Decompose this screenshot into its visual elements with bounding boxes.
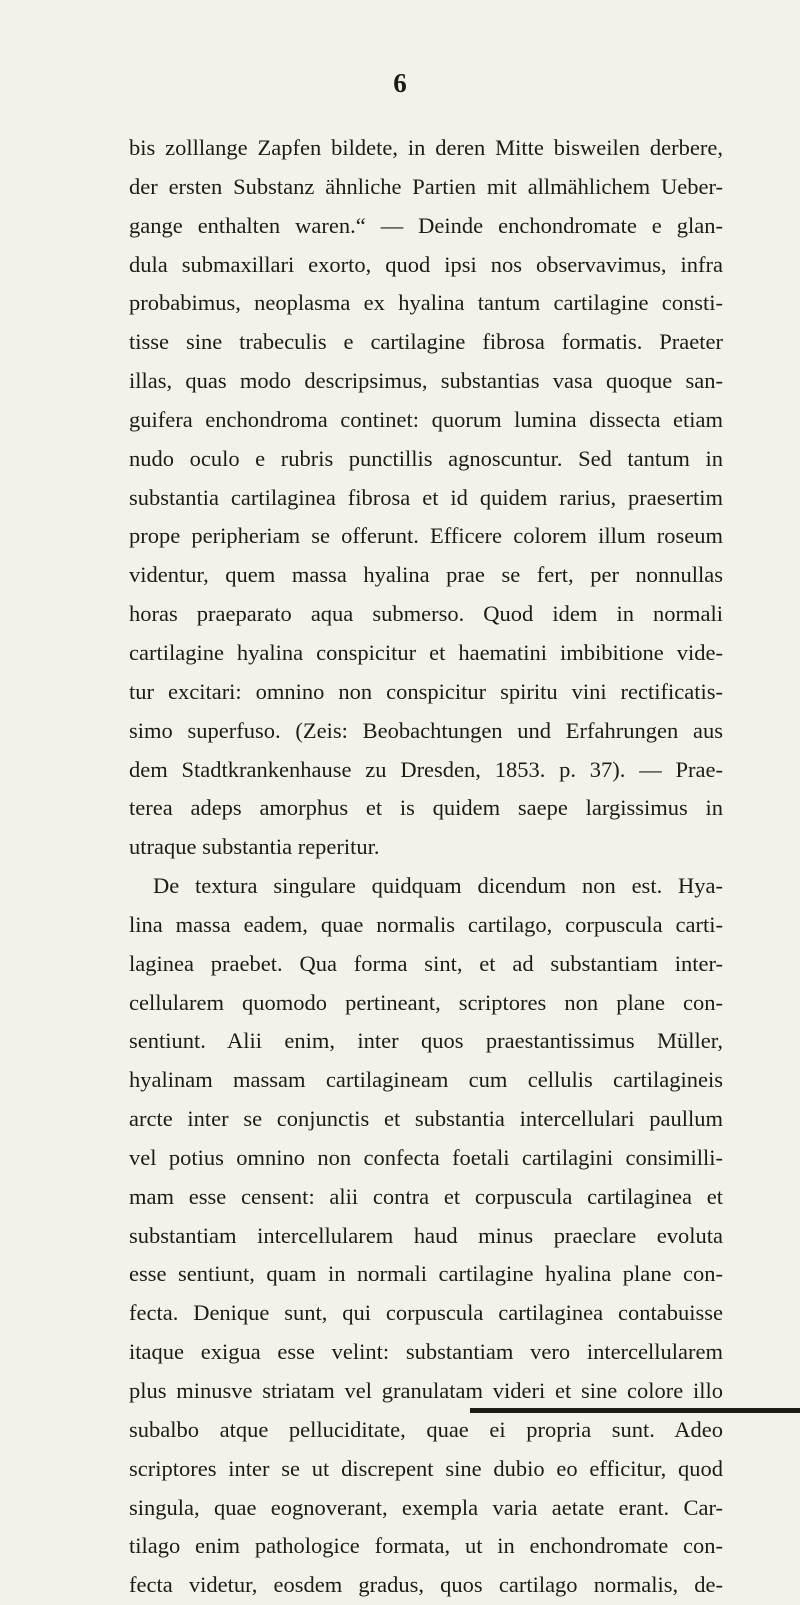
- text-line: illas, quas modo descripsimus, substantias vasa quoque san-: [129, 368, 723, 394]
- text-line: hyalinam massam cartilagineam cum cellulis cartilagineis: [129, 1067, 723, 1093]
- text-line: probabimus, neoplasma ex hyalina tantum cartilagine consti-: [129, 290, 723, 316]
- text-line: itaque exigua esse velint: substantiam vero intercellularem: [129, 1339, 723, 1365]
- text-line: vel potius omnino non confecta foetali cartilagini consimilli-: [129, 1144, 723, 1170]
- text-line: videntur, quem massa hyalina prae se fert, per nonnullas: [129, 562, 723, 588]
- paragraph-1: [129, 129, 723, 867]
- page-number: 6: [393, 68, 407, 98]
- text-line: substantia cartilaginea fibrosa et id quidem rarius, praesertim: [129, 484, 723, 510]
- text-line: laginea praebet. Qua forma sint, et ad substantiam inter-: [129, 950, 723, 976]
- text-line: substantiam intercellularem haud minus praeclare evoluta: [129, 1222, 723, 1248]
- text-line: terea adeps amorphus et is quidem saepe largissimus in: [129, 795, 723, 821]
- text-line: mam esse censent: alii contra et corpuscula cartilaginea et: [129, 1183, 723, 1209]
- text-line: tur excitari: omnino non conspicitur spiritu vini rectificatis-: [129, 678, 723, 704]
- text-line: scriptores inter se ut discrepent sine dubio eo efficitur, quod: [129, 1455, 723, 1481]
- text-line: simo superfuso. (Zeis: Beobachtungen und Erfahrungen aus: [129, 717, 723, 743]
- text-line: prope peripheriam se offerunt. Efficere colorem illum roseum: [129, 523, 723, 549]
- text-line: gange enthalten waren.“ — Deinde enchondromate e glan-: [129, 212, 723, 238]
- text-line: plus minusve striatam vel granulatam videri et sine colore illo: [129, 1378, 723, 1403]
- text-line: guifera enchondroma continet: quorum lumina dissecta etiam: [129, 406, 723, 432]
- text-line: fecta videtur, eosdem gradus, quos cartilago normalis, de-: [129, 1572, 723, 1598]
- scan-edge-divider: [470, 1408, 800, 1413]
- paragraph-2: [129, 867, 723, 1605]
- text-line: esse sentiunt, quam in normali cartilagine hyalina plane con-: [129, 1261, 723, 1287]
- text-line: tisse sine trabeculis e cartilagine fibrosa formatis. Praeter: [129, 329, 723, 355]
- text-line: fecta. Denique sunt, qui corpuscula cartilaginea contabuisse: [129, 1300, 723, 1326]
- body-text: [129, 129, 723, 1605]
- text-line: singula, quae eognoverant, exempla varia aetate erant. Car-: [129, 1494, 723, 1520]
- text-line: der ersten Substanz ähnliche Partien mit allmählichem Ueber-: [129, 173, 723, 199]
- text-line: cartilagine hyalina conspicitur et haematini imbibitione vide-: [129, 639, 723, 665]
- text-line: bis zolllange Zapfen bildete, in deren Mitte bisweilen derbere,: [129, 135, 723, 160]
- text-line: nudo oculo e rubris punctillis agnoscuntur. Sed tantum in: [129, 445, 723, 471]
- text-line: horas praeparato aqua submerso. Quod idem in normali: [129, 601, 723, 627]
- text-line: lina massa eadem, quae normalis cartilago, corpuscula carti-: [129, 911, 723, 937]
- text-line: cellularem quomodo pertineant, scriptores non plane con-: [129, 989, 723, 1015]
- text-line: De textura singulare quidquam dicendum non est. Hya-: [153, 873, 723, 899]
- text-line: tilago enim pathologice formata, ut in enchondromate con-: [129, 1533, 723, 1559]
- text-line: arcte inter se conjunctis et substantia intercellulari paullum: [129, 1106, 723, 1132]
- text-line: dem Stadtkrankenhause zu Dresden, 1853. p. 37). — Prae-: [129, 756, 723, 782]
- text-line: dula submaxillari exorto, quod ipsi nos observavimus, infra: [129, 251, 723, 277]
- text-line: sentiunt. Alii enim, inter quos praestantissimus Müller,: [129, 1028, 723, 1054]
- text-line: subalbo atque pelluciditate, quae ei propria sunt. Adeo: [129, 1416, 723, 1442]
- text-line: utraque substantia reperitur.: [129, 834, 380, 860]
